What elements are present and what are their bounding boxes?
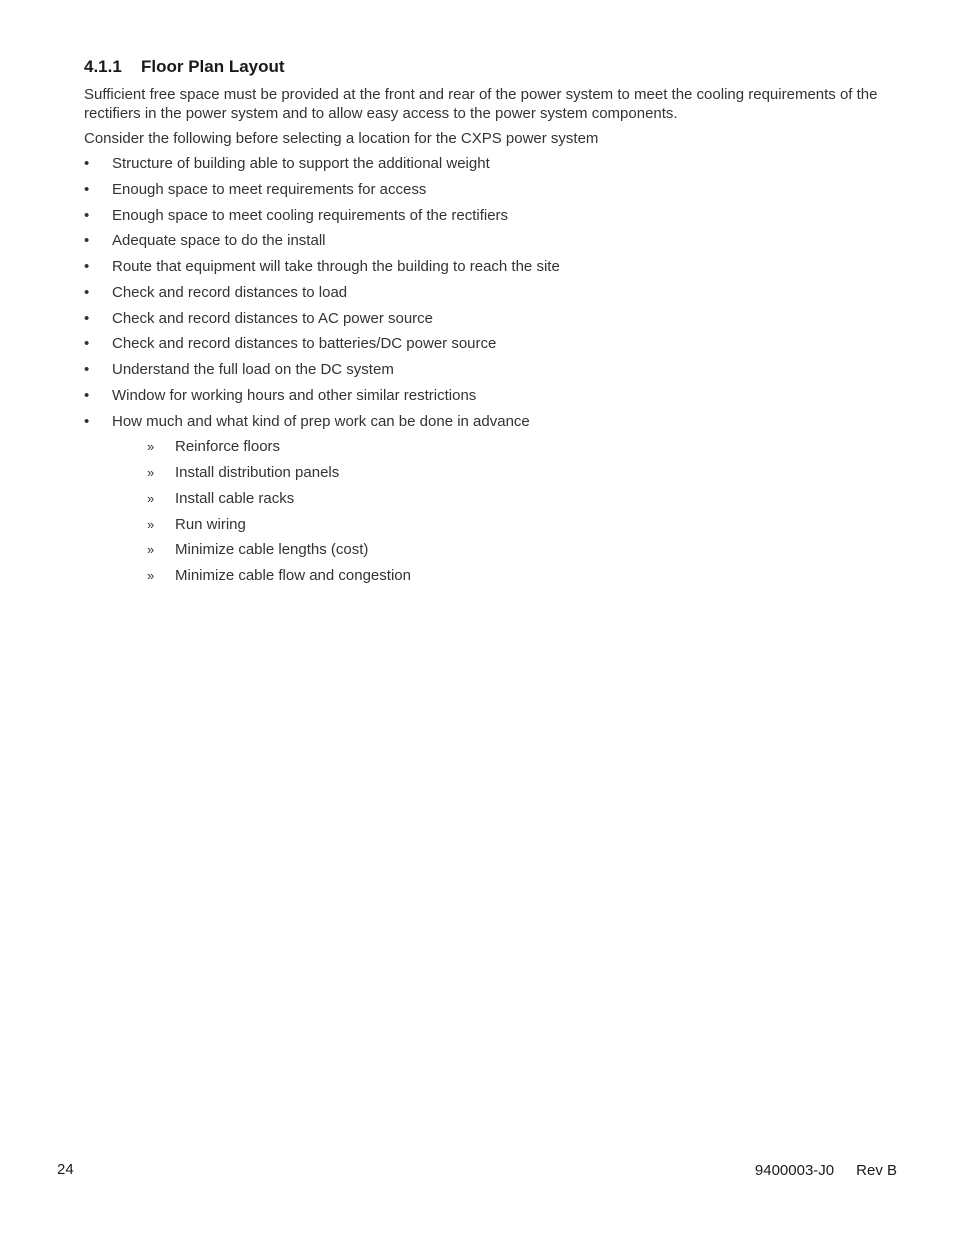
- page-number: 24: [57, 1161, 74, 1178]
- sub-bullet-marker: »: [147, 542, 155, 558]
- bullet-marker: •: [84, 361, 90, 378]
- bullet-marker: •: [84, 283, 90, 301]
- list-item-text: Window for working hours and other similar restrictions: [112, 386, 477, 404]
- list-item: [84, 360, 884, 379]
- list-item-text: Enough space to meet requirements for access: [112, 180, 427, 198]
- list-item: [84, 283, 884, 302]
- page-content: [84, 56, 884, 592]
- list-item-text: Route that equipment will take through the building to reach the site: [112, 258, 560, 275]
- list-item-text: Structure of building able to support the additional weight: [112, 155, 490, 172]
- sub-list-item: [84, 540, 884, 559]
- list-item: [84, 206, 884, 225]
- bullet-marker: •: [84, 232, 90, 250]
- sub-list-item-text: Minimize cable flow and congestion: [175, 567, 411, 584]
- list-item-text: How much and what kind of prep work can be done in advance: [112, 412, 530, 430]
- document-id: [755, 1162, 897, 1179]
- sub-bullet-marker: »: [147, 439, 155, 455]
- section-heading: [84, 56, 884, 78]
- intro-paragraph: Sufficient free space must be provided at the front and rear of the power system to meet the cooling requirements of the rectifiers in the power system and to allow easy access to the power system components.: [84, 86, 878, 122]
- bullet-marker: •: [84, 180, 90, 198]
- sub-list-item-text: Minimize cable lengths (cost): [175, 541, 369, 559]
- bullet-marker: •: [84, 206, 90, 224]
- sub-bullet-marker: »: [147, 568, 155, 583]
- sub-bullet-list: [84, 437, 884, 585]
- sub-list-item: [84, 437, 884, 456]
- bullet-marker: •: [84, 258, 90, 275]
- list-item-text: Check and record distances to AC power source: [112, 309, 433, 327]
- list-item-text: Adequate space to do the install: [112, 232, 326, 250]
- list-item: [84, 180, 884, 199]
- bullet-marker: •: [84, 309, 90, 327]
- revision: Rev B: [856, 1162, 897, 1179]
- list-item-text: Enough space to meet cooling requirements of the rectifiers: [112, 206, 509, 224]
- list-item: [84, 386, 884, 405]
- sub-list-item: [84, 515, 884, 534]
- list-item-text: Check and record distances to load: [112, 283, 348, 301]
- sub-list-item: [84, 489, 884, 508]
- sub-bullet-marker: »: [147, 465, 155, 480]
- section-number: 4.1.1: [84, 57, 122, 76]
- bullet-marker: •: [84, 335, 90, 353]
- sub-list-item-text: Run wiring: [175, 515, 246, 533]
- sub-bullet-marker: »: [147, 516, 155, 532]
- list-item: [84, 309, 884, 328]
- sub-list-item-text: Reinforce floors: [175, 438, 281, 456]
- consider-paragraph: Consider the following before selecting a location for the CXPS power system: [84, 130, 599, 147]
- list-item: [84, 334, 884, 353]
- sub-list-item-text: Install distribution panels: [175, 464, 340, 481]
- list-item: [84, 412, 884, 431]
- bullet-marker: •: [84, 155, 90, 172]
- list-item-text: Understand the full load on the DC system: [112, 361, 394, 378]
- list-item: [84, 257, 884, 276]
- bullet-marker: •: [84, 412, 90, 430]
- sub-list-item: [84, 566, 884, 585]
- sub-list-item: [84, 463, 884, 482]
- doc-number: 9400003-J0: [754, 1162, 835, 1179]
- section-title: Floor Plan Layout: [141, 57, 285, 76]
- list-item-text: Check and record distances to batteries/DC power source: [112, 335, 497, 353]
- sub-list-item-text: Install cable racks: [175, 489, 295, 507]
- list-item: [84, 231, 884, 250]
- bullet-marker: •: [84, 386, 90, 404]
- bullet-list: [84, 154, 884, 431]
- sub-bullet-marker: »: [147, 490, 155, 506]
- list-item: [84, 154, 884, 173]
